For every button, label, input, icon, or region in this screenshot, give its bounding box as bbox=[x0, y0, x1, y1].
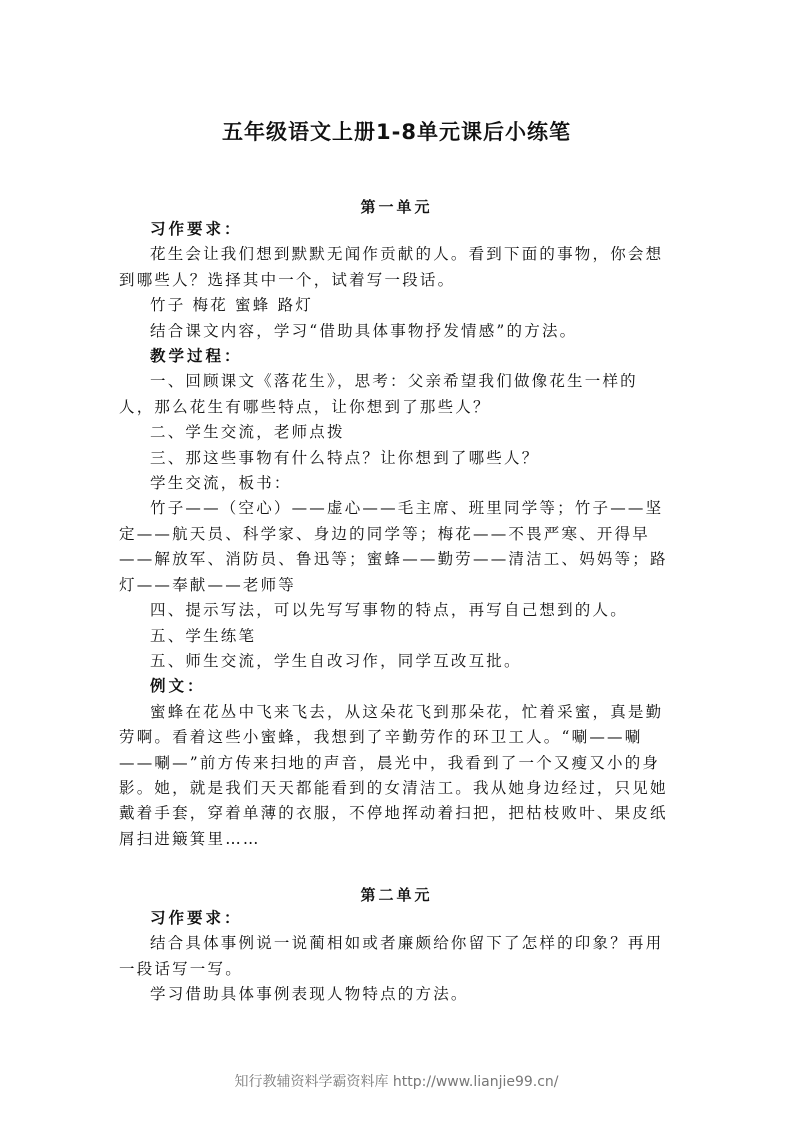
unit1-para-13: 例文： bbox=[150, 677, 206, 696]
unit1-para-14: 蜜蜂在花丛中飞来飞去，从这朵花飞到那朵花，忙着采蜜，真是勤劳啊。看着这些小蜜蜂，我想到了辛勤劳作的环卫工人。“唰——唰——唰—”前方传来扫地的声音，晨光中，我看到了一个又瘦又小的身影。她，就是我们天天都能看到的女清洁工。我从她身边经过，只见她戴着手套，穿着单薄的衣服，不停地挥动着扫把，把枯枝败叶、果皮纸屑扫进簸箕里…… bbox=[119, 702, 668, 848]
unit1-para-7: 三、那这些事物有什么特点？让你想到了哪些人？ bbox=[150, 448, 540, 467]
unit1-para-11: 五、学生练笔 bbox=[150, 626, 257, 645]
unit1-heading: 第一单元 bbox=[360, 198, 433, 216]
unit2-para-0: 习作要求： bbox=[150, 909, 243, 927]
unit1-para-8: 学生交流，板书： bbox=[150, 474, 292, 493]
unit1-para-2: 竹子 梅花 蜜蜂 路灯 bbox=[150, 296, 313, 315]
unit1-para-5: 一、回顾课文《落花生》，思考：父亲希望我们做像花生一样的人，那么花生有哪些特点，让你想到了那些人？ bbox=[119, 372, 638, 416]
unit2-heading: 第二单元 bbox=[360, 886, 433, 904]
unit1-para-4: 教学过程： bbox=[150, 347, 243, 366]
unit1-para-0: 习作要求： bbox=[150, 220, 243, 238]
unit2-para-1: 结合具体事例说一说蔺相如或者廉颇给你留下了怎样的印象？再用一段话写一写。 bbox=[119, 934, 664, 978]
unit1-para-1: 花生会让我们想到默默无闻作贡献的人。看到下面的事物，你会想到哪些人？选择其中一个，试着写一段话。 bbox=[119, 245, 664, 289]
document-title: 五年级语文上册1-8单元课后小练笔 bbox=[222, 120, 571, 144]
unit1-para-10: 四、提示写法，可以先写写事物的特点，再写自己想到的人。 bbox=[150, 601, 628, 620]
unit1-para-3: 结合课文内容，学习“借助具体事物抒发情感”的方法。 bbox=[150, 321, 578, 340]
unit1-para-9: 竹子——（空心）——虚心——毛主席、班里同学等；竹子——坚定——航天员、科学家、身边的同学等；梅花——不畏严寒、开得早——解放军、消防员、鲁迅等；蜜蜂——勤劳——清洁工、妈妈等；路灯——奉献——老师等 bbox=[119, 499, 668, 594]
unit1-body bbox=[119, 217, 669, 852]
unit1-para-6: 二、学生交流，老师点拨 bbox=[150, 423, 345, 442]
unit1-para-12: 五、师生交流，学生自改习作，同学互改互批。 bbox=[150, 651, 522, 670]
unit2-body bbox=[119, 906, 669, 1008]
unit2-para-2: 学习借助具体事例表现人物特点的方法。 bbox=[150, 985, 469, 1004]
footer-watermark: 知行教辅资料学霸资料库 http://www.lianjie99.cn/ bbox=[234, 1074, 559, 1090]
